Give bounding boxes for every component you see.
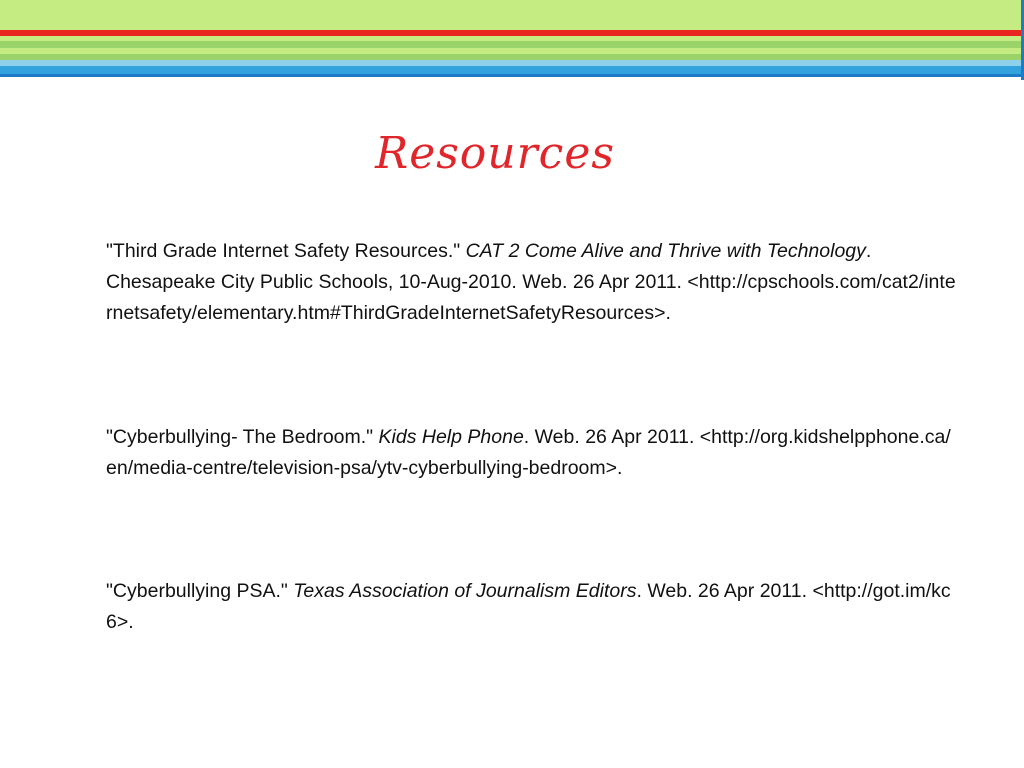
reference-url: <http://org.kidshelpphone.ca/en/media-centre/television-psa/ytv-cyberbullying-bedroom>. (106, 426, 951, 479)
reference-details: . Chesapeake City Public Schools, 10-Aug-2010. Web. 26 Apr 2011. (106, 240, 872, 293)
reference-url: <http://got.im/kc6>. (106, 580, 951, 633)
reference-title: "Cyberbullying- The Bedroom." (106, 426, 374, 448)
header-stripes (0, 0, 1024, 80)
reference-details: . Web. 26 Apr 2011. (523, 426, 695, 448)
reference-item (106, 576, 956, 638)
reference-title: "Third Grade Internet Safety Resources." (106, 240, 461, 262)
stripe-green-mid (0, 41, 1024, 48)
stripe-blue (0, 66, 1024, 74)
reference-source: Texas Association of Journalism Editors (293, 580, 637, 602)
stripe-green-top (0, 0, 1024, 30)
reference-item (106, 236, 956, 329)
reference-source: CAT 2 Come Alive and Thrive with Technology (465, 240, 866, 262)
reference-details: . Web. 26 Apr 2011. (636, 580, 808, 602)
stripe-blue-dark (0, 74, 1024, 77)
reference-source: Kids Help Phone (378, 426, 524, 448)
reference-item (106, 422, 956, 484)
reference-title: "Cyberbullying PSA." (106, 580, 288, 602)
slide-title: Resources (375, 128, 615, 179)
reference-url: <http://cpschools.com/cat2/internetsafety/elementary.htm#ThirdGradeInternetSafetyResources>. (106, 271, 956, 324)
